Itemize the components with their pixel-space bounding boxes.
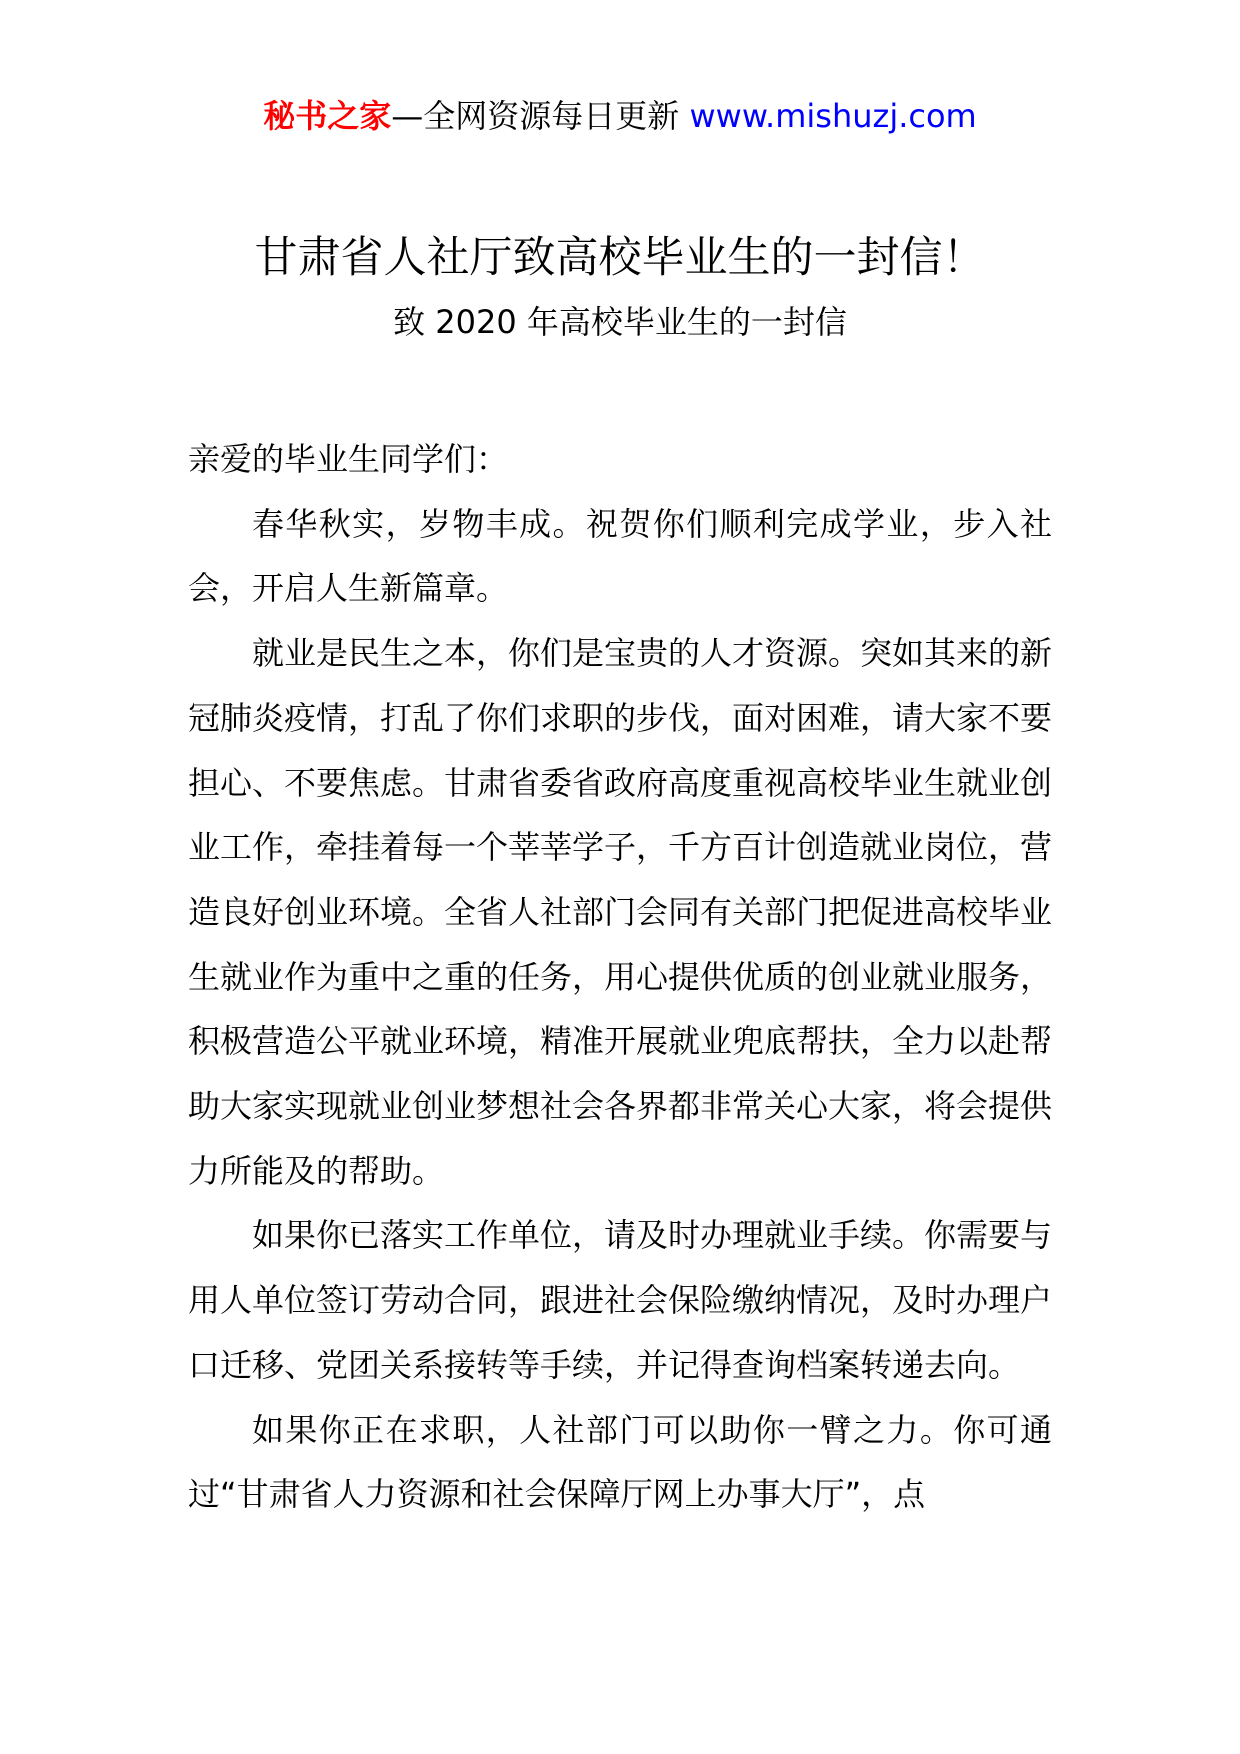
header-slogan: —全网资源每日更新	[391, 97, 680, 135]
salutation: 亲爱的毕业生同学们：	[188, 440, 509, 478]
site-url-link[interactable]: www.mishuzj.com	[689, 97, 977, 135]
paragraph-procedures: 如果你已落实工作单位，请及时办理就业手续。你需要与用人单位签订劳动合同，跟进社会保险缴纳情况，及时办理户口迁移、党团关系接转等手续，并记得查询档案转递去向。	[188, 1216, 1053, 1384]
document-title: 甘肃省人社厅致高校毕业生的一封信！	[254, 233, 986, 283]
paragraph-job-seeking: 如果你正在求职，人社部门可以助你一臂之力。你可通过“甘肃省人力资源和社会保障厅网上办事大厅”，点	[188, 1410, 1052, 1514]
paragraph-congratulations: 春华秋实，岁物丰成。祝贺你们顺利完成学业，步入社会，开启人生新篇章。	[188, 504, 1052, 608]
paragraph-employment-support: 就业是民生之本，你们是宝贵的人才资源。突如其来的新冠肺炎疫情，打乱了你们求职的步伐，面对困难，请大家不要担心、不要焦虑。甘肃省委省政府高度重视高校毕业生就业创业工作，牵挂着每一个莘莘学子，千方百计创造就业岗位，营造良好创业环境。全省人社部门会同有关部门把促进高校毕业生就业作为重中之重的任务，用心提供优质的创业就业服务，积极营造公平就业环境，精准开展就业兜底帮扶，全力以赴帮助大家实现就业创业梦想社会各界都非常关心大家，将会提供力所能及的帮助。	[188, 634, 1053, 1190]
brand-name: 秘书之家	[263, 97, 392, 135]
site-header	[0, 96, 1240, 136]
document-subtitle: 致 2020 年高校毕业生的一封信	[393, 303, 847, 341]
letter-body	[188, 427, 1052, 1527]
